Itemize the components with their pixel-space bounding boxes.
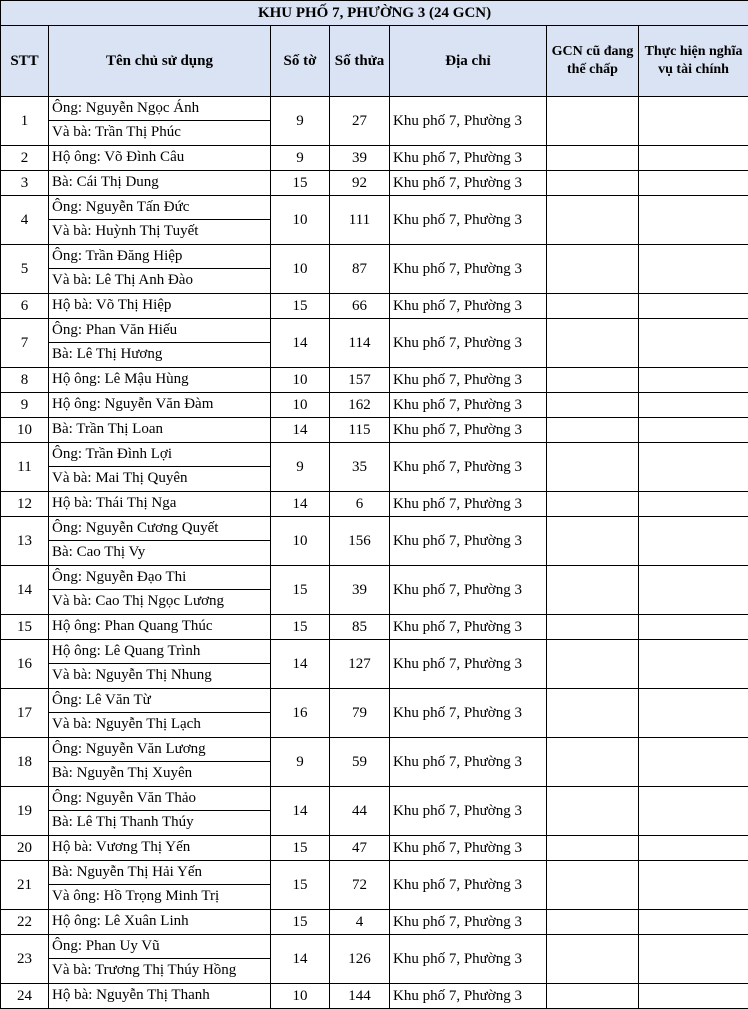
cell-sheet: 14 — [271, 319, 330, 368]
table-row — [1, 492, 748, 517]
cell-finance — [639, 368, 748, 393]
cell-parcel: 39 — [330, 566, 390, 615]
owner-name: Ông: Nguyễn Cương Quyết — [49, 517, 270, 541]
table-row — [1, 294, 748, 319]
owner-name: Bà: Lê Thị Thanh Thúy — [49, 811, 270, 835]
cell-finance — [639, 615, 748, 640]
cell-finance — [639, 245, 748, 294]
cell-stt: 7 — [1, 319, 49, 368]
cell-sheet: 14 — [271, 787, 330, 836]
owner-name: Và bà: Lê Thị Anh Đào — [49, 269, 270, 293]
cell-owner — [49, 368, 271, 393]
cell-address: Khu phố 7, Phường 3 — [390, 566, 547, 615]
owner-name: Hộ ông: Võ Đình Câu — [49, 146, 270, 170]
cell-finance — [639, 418, 748, 443]
cell-sheet: 9 — [271, 443, 330, 492]
cell-finance — [639, 910, 748, 935]
cell-parcel: 79 — [330, 689, 390, 738]
cell-owner — [49, 566, 271, 615]
owner-name: Và bà: Trương Thị Thúy Hồng — [49, 959, 270, 983]
owner-name: Bà: Cái Thị Dung — [49, 171, 270, 195]
owner-name: Và bà: Trần Thị Phúc — [49, 121, 270, 145]
table-row — [1, 836, 748, 861]
cell-mortgaged — [547, 566, 639, 615]
cell-sheet: 10 — [271, 984, 330, 1009]
cell-parcel: 44 — [330, 787, 390, 836]
owner-name: Hộ ông: Lê Xuân Linh — [49, 910, 270, 934]
cell-sheet: 10 — [271, 196, 330, 245]
owner-name: Và bà: Mai Thị Quyên — [49, 467, 270, 491]
cell-stt: 24 — [1, 984, 49, 1009]
cell-parcel: 6 — [330, 492, 390, 517]
cell-mortgaged — [547, 861, 639, 910]
cell-owner — [49, 393, 271, 418]
cell-parcel: 156 — [330, 517, 390, 566]
table-row — [1, 640, 748, 689]
cell-sheet: 15 — [271, 171, 330, 196]
header-owner: Tên chủ sử dụng — [49, 26, 271, 97]
cell-sheet: 15 — [271, 294, 330, 319]
cell-mortgaged — [547, 910, 639, 935]
cell-parcel: 126 — [330, 935, 390, 984]
table-row — [1, 319, 748, 368]
owner-name: Hộ ông: Lê Mậu Hùng — [49, 368, 270, 392]
cell-mortgaged — [547, 294, 639, 319]
cell-stt: 17 — [1, 689, 49, 738]
cell-finance — [639, 935, 748, 984]
cell-parcel: 39 — [330, 146, 390, 171]
owner-name: Hộ ông: Nguyễn Văn Đàm — [49, 393, 270, 417]
cell-address: Khu phố 7, Phường 3 — [390, 418, 547, 443]
cell-finance — [639, 517, 748, 566]
cell-mortgaged — [547, 196, 639, 245]
header-address: Địa chỉ — [390, 26, 547, 97]
cell-mortgaged — [547, 935, 639, 984]
cell-finance — [639, 738, 748, 787]
cell-parcel: 72 — [330, 861, 390, 910]
cell-owner — [49, 615, 271, 640]
cell-owner — [49, 787, 271, 836]
cell-sheet: 15 — [271, 615, 330, 640]
cell-address: Khu phố 7, Phường 3 — [390, 245, 547, 294]
table-row — [1, 245, 748, 294]
cell-address: Khu phố 7, Phường 3 — [390, 984, 547, 1009]
cell-address: Khu phố 7, Phường 3 — [390, 492, 547, 517]
cell-stt: 18 — [1, 738, 49, 787]
table-row — [1, 368, 748, 393]
cell-finance — [639, 787, 748, 836]
cell-stt: 14 — [1, 566, 49, 615]
cell-mortgaged — [547, 146, 639, 171]
cell-mortgaged — [547, 836, 639, 861]
cell-stt: 12 — [1, 492, 49, 517]
cell-sheet: 14 — [271, 640, 330, 689]
cell-owner — [49, 443, 271, 492]
cell-owner — [49, 910, 271, 935]
cell-address: Khu phố 7, Phường 3 — [390, 319, 547, 368]
cell-sheet: 15 — [271, 861, 330, 910]
cell-address: Khu phố 7, Phường 3 — [390, 393, 547, 418]
cell-finance — [639, 640, 748, 689]
cell-sheet: 10 — [271, 368, 330, 393]
cell-stt: 15 — [1, 615, 49, 640]
cell-sheet: 14 — [271, 492, 330, 517]
cell-owner — [49, 517, 271, 566]
cell-sheet: 15 — [271, 910, 330, 935]
owner-name: Ông: Nguyễn Văn Lương — [49, 738, 270, 762]
cell-owner — [49, 836, 271, 861]
cell-parcel: 111 — [330, 196, 390, 245]
table-row — [1, 787, 748, 836]
cell-owner — [49, 97, 271, 146]
cell-finance — [639, 393, 748, 418]
owner-name: Hộ bà: Thái Thị Nga — [49, 492, 270, 516]
cell-address: Khu phố 7, Phường 3 — [390, 196, 547, 245]
cell-finance — [639, 492, 748, 517]
table-row — [1, 861, 748, 910]
table-row — [1, 689, 748, 738]
cell-owner — [49, 319, 271, 368]
cell-parcel: 35 — [330, 443, 390, 492]
owner-name: Ông: Phan Uy Vũ — [49, 935, 270, 959]
header-stt: STT — [1, 26, 49, 97]
cell-mortgaged — [547, 517, 639, 566]
cell-parcel: 144 — [330, 984, 390, 1009]
cell-address: Khu phố 7, Phường 3 — [390, 294, 547, 319]
cell-parcel: 162 — [330, 393, 390, 418]
cell-owner — [49, 418, 271, 443]
cell-parcel: 87 — [330, 245, 390, 294]
table-row — [1, 146, 748, 171]
cell-stt: 16 — [1, 640, 49, 689]
cell-address: Khu phố 7, Phường 3 — [390, 517, 547, 566]
owner-name: Ông: Nguyễn Ngọc Ánh — [49, 97, 270, 121]
cell-address: Khu phố 7, Phường 3 — [390, 171, 547, 196]
cell-parcel: 59 — [330, 738, 390, 787]
cell-mortgaged — [547, 319, 639, 368]
cell-mortgaged — [547, 787, 639, 836]
cell-mortgaged — [547, 171, 639, 196]
cell-parcel: 114 — [330, 319, 390, 368]
cell-mortgaged — [547, 245, 639, 294]
cell-owner — [49, 146, 271, 171]
cell-address: Khu phố 7, Phường 3 — [390, 146, 547, 171]
cell-mortgaged — [547, 418, 639, 443]
cell-finance — [639, 146, 748, 171]
cell-owner — [49, 935, 271, 984]
cell-finance — [639, 196, 748, 245]
table-body — [1, 97, 748, 1009]
cell-owner — [49, 738, 271, 787]
cell-owner — [49, 171, 271, 196]
owner-name: Hộ ông: Lê Quang Trình — [49, 640, 270, 664]
cell-stt: 11 — [1, 443, 49, 492]
owner-name: Và ông: Hồ Trọng Minh Trị — [49, 885, 270, 909]
cell-stt: 10 — [1, 418, 49, 443]
cell-parcel: 27 — [330, 97, 390, 146]
cell-mortgaged — [547, 368, 639, 393]
cell-address: Khu phố 7, Phường 3 — [390, 935, 547, 984]
cell-finance — [639, 171, 748, 196]
cell-address: Khu phố 7, Phường 3 — [390, 738, 547, 787]
cell-stt: 23 — [1, 935, 49, 984]
cell-sheet: 9 — [271, 738, 330, 787]
table-row — [1, 171, 748, 196]
cell-owner — [49, 294, 271, 319]
table-row — [1, 196, 748, 245]
owner-name: Bà: Nguyễn Thị Hải Yến — [49, 861, 270, 885]
table-row — [1, 97, 748, 146]
cell-stt: 2 — [1, 146, 49, 171]
cell-sheet: 15 — [271, 836, 330, 861]
cell-mortgaged — [547, 738, 639, 787]
header-finance: Thực hiện nghĩa vụ tài chính — [639, 26, 748, 97]
cell-owner — [49, 196, 271, 245]
cell-finance — [639, 861, 748, 910]
cell-sheet: 16 — [271, 689, 330, 738]
cell-mortgaged — [547, 97, 639, 146]
owner-name: Bà: Nguyễn Thị Xuyên — [49, 762, 270, 786]
cell-stt: 1 — [1, 97, 49, 146]
cell-owner — [49, 861, 271, 910]
owner-name: Và bà: Cao Thị Ngọc Lương — [49, 590, 270, 614]
header-mortgaged: GCN cũ đang thế chấp — [547, 26, 639, 97]
owner-name: Ông: Nguyễn Văn Thảo — [49, 787, 270, 811]
owner-name: Và bà: Nguyễn Thị Nhung — [49, 664, 270, 688]
cell-stt: 19 — [1, 787, 49, 836]
owner-name: Và bà: Nguyễn Thị Lạch — [49, 713, 270, 737]
cell-parcel: 47 — [330, 836, 390, 861]
owner-name: Hộ bà: Võ Thị Hiệp — [49, 294, 270, 318]
cell-owner — [49, 245, 271, 294]
cell-finance — [639, 836, 748, 861]
owner-name: Ông: Nguyễn Đạo Thi — [49, 566, 270, 590]
cell-sheet: 10 — [271, 517, 330, 566]
cell-finance — [639, 97, 748, 146]
cell-sheet: 10 — [271, 245, 330, 294]
cell-finance — [639, 319, 748, 368]
owner-name: Ông: Trần Đình Lợi — [49, 443, 270, 467]
title-row — [1, 1, 748, 26]
table-row — [1, 738, 748, 787]
cell-parcel: 115 — [330, 418, 390, 443]
cell-sheet: 9 — [271, 146, 330, 171]
cell-address: Khu phố 7, Phường 3 — [390, 910, 547, 935]
table-row — [1, 443, 748, 492]
cell-parcel: 66 — [330, 294, 390, 319]
cell-address: Khu phố 7, Phường 3 — [390, 443, 547, 492]
cell-stt: 13 — [1, 517, 49, 566]
cell-mortgaged — [547, 984, 639, 1009]
cell-parcel: 92 — [330, 171, 390, 196]
table-row — [1, 393, 748, 418]
cell-stt: 3 — [1, 171, 49, 196]
cell-mortgaged — [547, 443, 639, 492]
cell-sheet: 10 — [271, 393, 330, 418]
cell-mortgaged — [547, 492, 639, 517]
cell-stt: 22 — [1, 910, 49, 935]
cell-parcel: 127 — [330, 640, 390, 689]
owner-name: Và bà: Huỳnh Thị Tuyết — [49, 220, 270, 244]
owner-name: Hộ ông: Phan Quang Thúc — [49, 615, 270, 639]
table-row — [1, 615, 748, 640]
cell-owner — [49, 640, 271, 689]
cell-finance — [639, 294, 748, 319]
cell-stt: 8 — [1, 368, 49, 393]
table-row — [1, 566, 748, 615]
cell-finance — [639, 984, 748, 1009]
owner-name: Ông: Nguyễn Tấn Đức — [49, 196, 270, 220]
cell-finance — [639, 689, 748, 738]
cell-finance — [639, 566, 748, 615]
cell-address: Khu phố 7, Phường 3 — [390, 787, 547, 836]
cell-mortgaged — [547, 393, 639, 418]
cell-mortgaged — [547, 615, 639, 640]
cell-stt: 4 — [1, 196, 49, 245]
owner-name: Bà: Cao Thị Vy — [49, 541, 270, 565]
cell-address: Khu phố 7, Phường 3 — [390, 836, 547, 861]
cell-sheet: 14 — [271, 418, 330, 443]
cell-address: Khu phố 7, Phường 3 — [390, 689, 547, 738]
cell-address: Khu phố 7, Phường 3 — [390, 861, 547, 910]
table-row — [1, 418, 748, 443]
cell-sheet: 9 — [271, 97, 330, 146]
cell-stt: 9 — [1, 393, 49, 418]
cell-finance — [639, 443, 748, 492]
cell-parcel: 157 — [330, 368, 390, 393]
cell-sheet: 15 — [271, 566, 330, 615]
cell-mortgaged — [547, 640, 639, 689]
cell-mortgaged — [547, 689, 639, 738]
table-row — [1, 984, 748, 1009]
owner-name: Hộ bà: Nguyễn Thị Thanh — [49, 984, 270, 1008]
header-sheet: Số tờ — [271, 26, 330, 97]
cell-sheet: 14 — [271, 935, 330, 984]
owner-name: Ông: Phan Văn Hiếu — [49, 319, 270, 343]
table-title: KHU PHỐ 7, PHƯỜNG 3 (24 GCN) — [1, 1, 748, 26]
cell-address: Khu phố 7, Phường 3 — [390, 368, 547, 393]
table-row — [1, 517, 748, 566]
table-row — [1, 935, 748, 984]
owner-name: Bà: Lê Thị Hương — [49, 343, 270, 367]
owner-name: Ông: Trần Đăng Hiệp — [49, 245, 270, 269]
cell-address: Khu phố 7, Phường 3 — [390, 97, 547, 146]
owner-name: Hộ bà: Vương Thị Yến — [49, 836, 270, 860]
header-row — [1, 26, 748, 97]
cell-stt: 5 — [1, 245, 49, 294]
cell-stt: 20 — [1, 836, 49, 861]
header-parcel: Số thửa — [330, 26, 390, 97]
cell-address: Khu phố 7, Phường 3 — [390, 615, 547, 640]
cell-owner — [49, 689, 271, 738]
cell-address: Khu phố 7, Phường 3 — [390, 640, 547, 689]
owner-name: Bà: Trần Thị Loan — [49, 418, 270, 442]
cell-stt: 6 — [1, 294, 49, 319]
cell-owner — [49, 492, 271, 517]
cell-parcel: 85 — [330, 615, 390, 640]
table-row — [1, 910, 748, 935]
cell-owner — [49, 984, 271, 1009]
cell-parcel: 4 — [330, 910, 390, 935]
cell-stt: 21 — [1, 861, 49, 910]
owner-name: Ông: Lê Văn Từ — [49, 689, 270, 713]
